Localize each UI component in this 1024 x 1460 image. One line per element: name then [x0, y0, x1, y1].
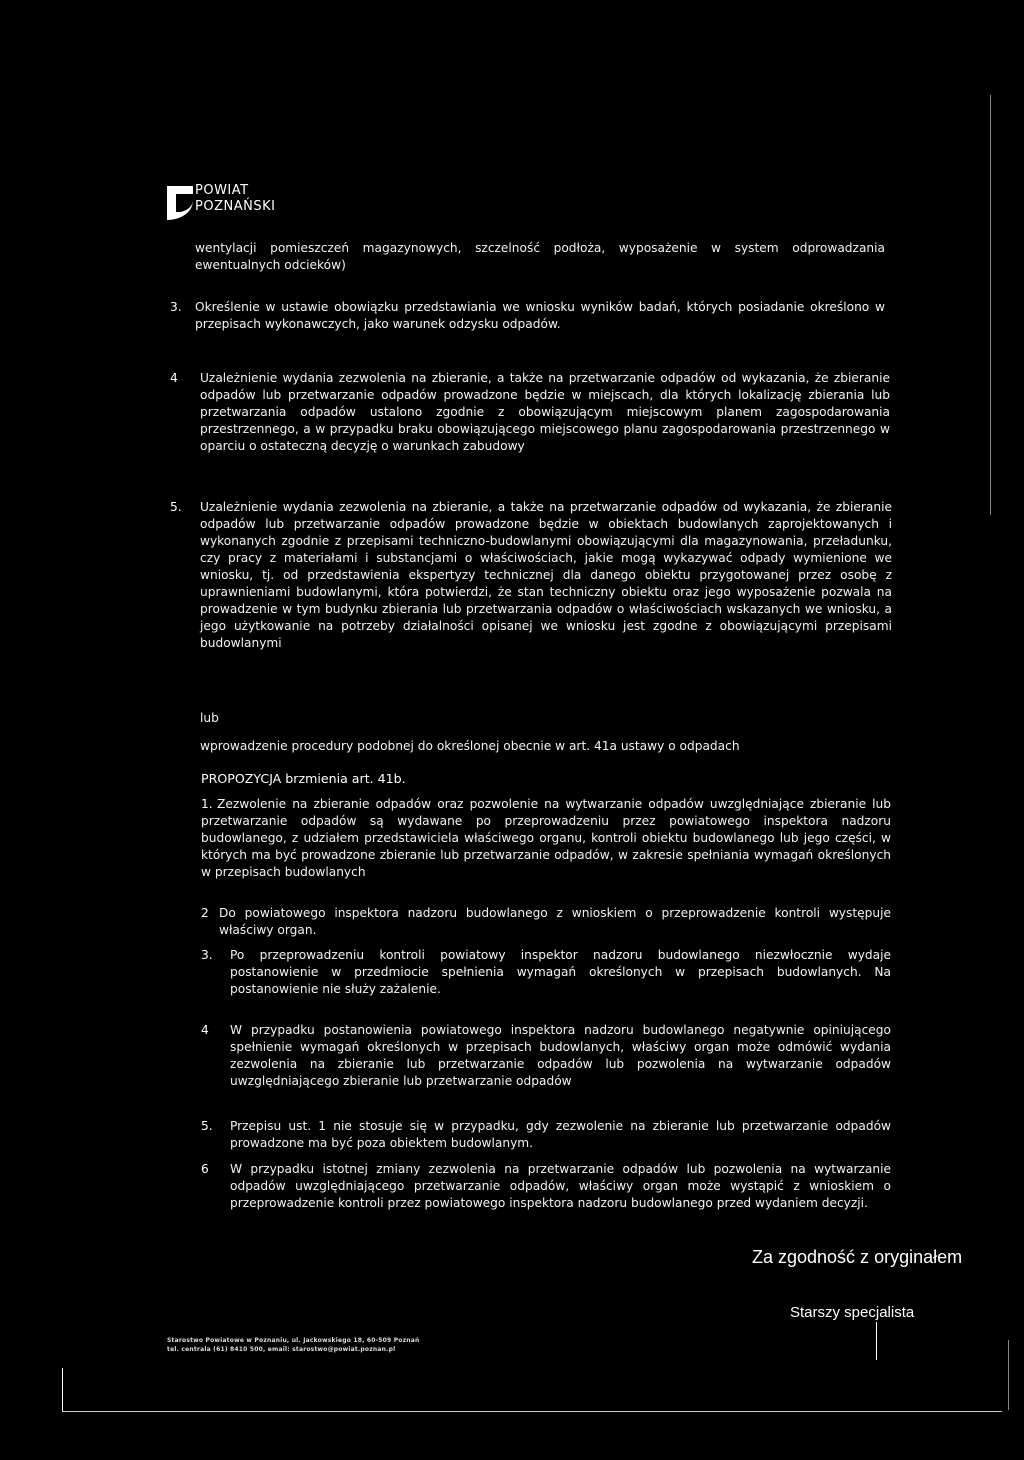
proposal-item-4-number: 4	[201, 1023, 209, 1037]
footer-line-2: tel. centrala (61) 8410 500, email: starostwo@powiat.poznan.pl	[167, 1346, 396, 1353]
point-4-text: Uzależnienie wydania zezwolenia na zbieranie, a także na przetwarzanie odpadów od wykazania, że zbieranie odpadów lub przetwarzanie odpadów prowadzone będzie w miejscach, dla których lokalizację zbierania lub przetwarzania odpadów ustalono zgodnie z obowiązującym miejscowym planem zagospodarowania przestrzennego, a w przypadku braku obowiązującego miejscowego planu zagospodarowania przestrzennego w oparciu o ostateczną decyzję o warunkach zabudowy	[200, 371, 890, 453]
proposal-item-4-text: W przypadku postanowienia powiatowego inspektora nadzoru budowlanego negatywnie opiniującego spełnienie wymagań określonych w przepisach budowlanych, właściwy organ może odmówić wydania zezwolenia na zbieranie lub przetwarzanie odpadów lub pozwolenia na wytwarzanie odpadów uwzględniającego zbieranie lub przetwarzanie odpadów	[230, 1023, 891, 1088]
footer-address	[167, 1336, 420, 1354]
proposal-item-3-text: Po przeprowadzeniu kontroli powiatowy inspektor nadzoru budowlanego niezwłocznie wydaje postanowienie w przedmiocie spełnienia wymagań określonych w przepisach budowlanych. Na postanowienie nie służy zażalenie.	[230, 948, 891, 996]
proposal-heading: PROPOZYCJA brzmienia art. 41b.	[201, 771, 406, 786]
proposal-item-5-number: 5.	[201, 1119, 213, 1133]
proposal-item-2-text: Do powiatowego inspektora nadzoru budowlanego z wnioskiem o przeprowadzenie kontroli występuje właściwy organ.	[219, 906, 891, 937]
point-5-text: Uzależnienie wydania zezwolenia na zbieranie, a także na przetwarzanie odpadów od wykazania, że zbieranie odpadów lub przetwarzanie odpadów prowadzone będzie w obiektach budowlanych zaprojektowanych i wykonanych zgodnie z przepisami techniczno-budowlanymi obowiązującymi dla magazynowania, przeładunku, czy pracy z materiałami i substancjami o właściwościach, jakie mogą wykazywać odpady wymienione we wniosku, tj. od przedstawienia ekspertyzy technicznej dla danego obiektu przygotowanej przez osobę z uprawnieniami budowlanymi, która potwierdzi, że stan techniczny obiektu oraz jego wyposażenie pozwala na prowadzenie w tym budynku zbierania lub przetwarzania odpadów o właściwościach wskazanych we wniosku, a jego użytkowanie na potrzeby działalności opisanej we wniosku jest zgodne z obowiązującymi przepisami budowlanymi	[200, 500, 892, 650]
intro-paragraph: wentylacji pomieszczeń magazynowych, szczelność podłoża, wyposażenie w system odprowadzania ewentualnych odcieków)	[195, 241, 885, 272]
proposal-item-6-text: W przypadku istotnej zmiany zezwolenia na przetwarzanie odpadów lub pozwolenia na wytwarzanie odpadów uwzględniającego przetwarzanie odpadów, właściwy organ może wystąpić z wnioskiem o przeprowadzenie kontroli przez powiatowego inspektora nadzoru budowlanego przed wydaniem decyzji.	[230, 1162, 891, 1210]
org-line-1: POWIAT	[195, 183, 249, 198]
proposal-item-5-text: Przepisu ust. 1 nie stosuje się w przypadku, gdy zezwolenie na zbieranie lub przetwarzanie odpadów prowadzone ma być poza obiektem budowlanym.	[230, 1119, 891, 1150]
point-3-number: 3.	[170, 300, 182, 314]
organization-name	[195, 183, 275, 215]
proposal-item-3-number: 3.	[201, 948, 213, 962]
proposal-item-1-text: Zezwolenie na zbieranie odpadów oraz pozwolenie na wytwarzanie odpadów uwzględniające zbieranie lub przetwarzanie odpadów są wydawane po przeprowadzeniu przez powiatowego inspektora nadzoru budowlanego, z udziałem przedstawiciela właściwego organu, kontroli obiektu budowlanego lub jego części, w których ma być prowadzone zbieranie lub przetwarzanie odpadów, w zakresie spełniania wymagań określonych w przepisach budowlanych	[201, 797, 891, 879]
point-5-or: lub	[200, 711, 219, 725]
proposal-item-6-number: 6	[201, 1162, 209, 1176]
footer-line-1: Starostwo Powiatowe w Poznaniu, ul. Jackowskiego 18, 60-509 Poznań	[167, 1337, 420, 1344]
point-4-number: 4	[170, 371, 178, 385]
proposal-item-1-number: 1.	[201, 797, 213, 811]
scan-edge-right	[990, 95, 991, 515]
position-stamp: Starszy specjalista	[790, 1304, 915, 1321]
signature-line	[876, 1322, 877, 1360]
point-3-text: Określenie w ustawie obowiązku przedstawiania we wniosku wyników badań, których posiadanie określono w przepisach wykonawczych, jako warunek odzysku odpadów.	[195, 300, 885, 331]
scan-edge-right-lower	[1008, 1340, 1009, 1410]
point-5-number: 5.	[170, 500, 182, 514]
proposal-item-2-number: 2	[201, 906, 209, 920]
powiat-logo-icon	[167, 186, 193, 220]
point-5-alternative: wprowadzenie procedury podobnej do określonej obecnie w art. 41a ustawy o odpadach	[200, 739, 740, 753]
certification-stamp: Za zgodność z oryginałem	[752, 1247, 963, 1267]
scan-edge-left	[62, 1368, 63, 1412]
scan-edge-bottom	[62, 1411, 1002, 1412]
org-line-2: POZNAŃSKI	[195, 199, 276, 214]
